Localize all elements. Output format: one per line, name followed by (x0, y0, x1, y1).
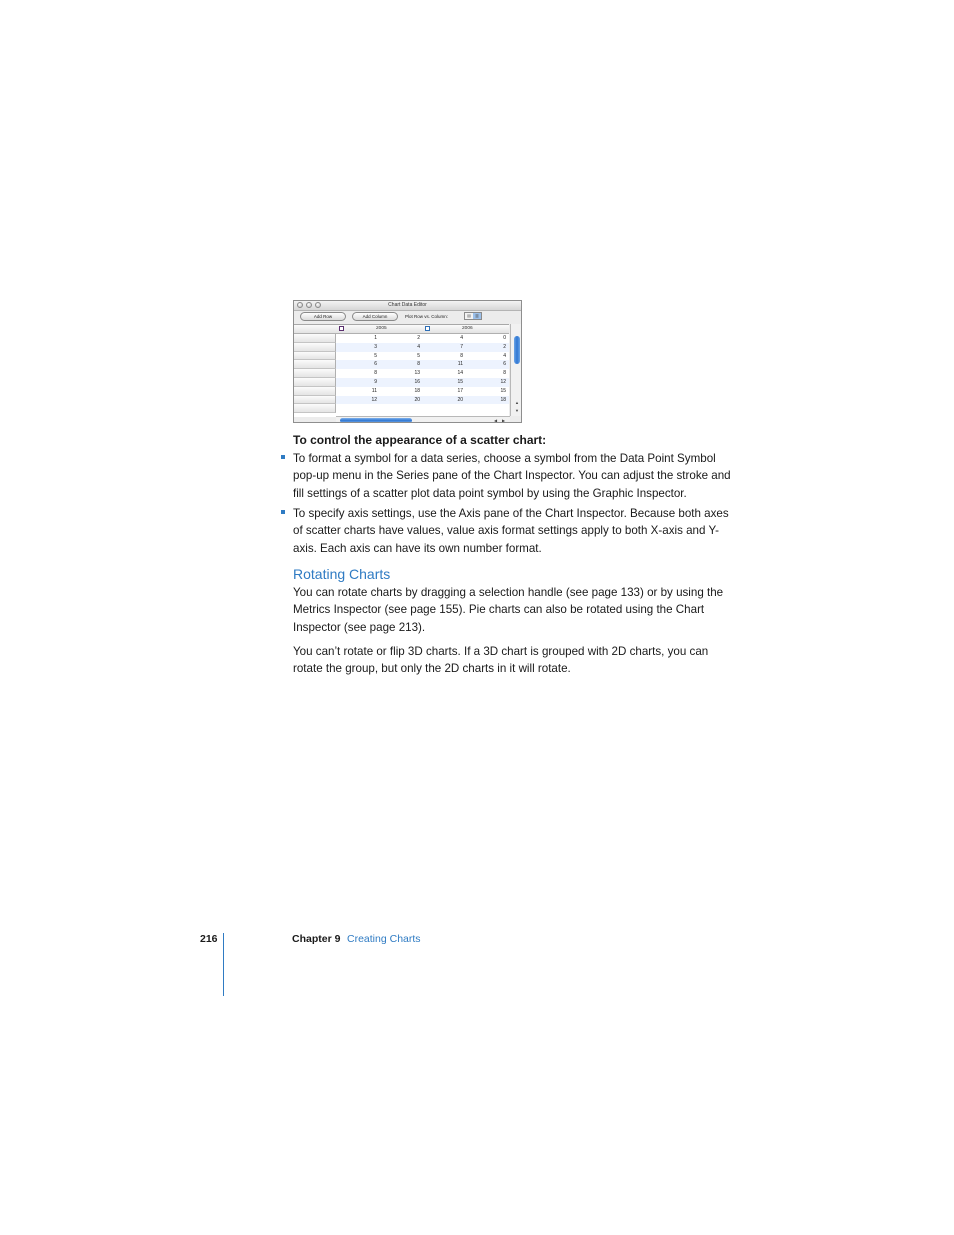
scroll-up-arrow-icon[interactable]: ▲ (515, 400, 519, 405)
scroll-left-arrow-icon[interactable]: ◀ (494, 418, 498, 423)
table-cell[interactable]: 8 (417, 361, 420, 368)
bullet-square-icon (281, 455, 285, 459)
plot-columns-segment-icon[interactable]: ▥ (473, 313, 481, 319)
series-color-swatch-icon[interactable] (339, 326, 344, 331)
column-header[interactable]: 2006 (462, 326, 473, 331)
table-cell[interactable]: 5 (374, 352, 377, 359)
table-row[interactable] (294, 343, 509, 352)
table-cell[interactable]: 20 (457, 396, 463, 403)
section-title: Rotating Charts (293, 566, 391, 582)
plot-row-column-toggle[interactable] (464, 312, 482, 320)
footer-divider (223, 933, 224, 996)
window-titlebar (294, 301, 521, 311)
horizontal-scroll-thumb[interactable] (340, 418, 412, 423)
editor-toolbar (294, 311, 521, 323)
column-header[interactable]: 2005 (376, 326, 387, 331)
table-row[interactable] (294, 404, 509, 413)
table-cell[interactable]: 11 (371, 387, 377, 394)
task-heading: To control the appearance of a scatter chart: (293, 433, 547, 447)
table-cell[interactable]: 7 (460, 343, 463, 350)
table-row[interactable] (294, 387, 509, 396)
row-header[interactable] (294, 396, 336, 405)
row-header[interactable] (294, 404, 336, 413)
plot-row-column-label: Plot Row vs. Column: (405, 314, 449, 319)
table-cell[interactable]: 8 (503, 370, 506, 377)
table-cell[interactable]: 8 (374, 370, 377, 377)
add-column-button[interactable]: Add Column (352, 312, 398, 321)
row-header[interactable] (294, 360, 336, 369)
table-cell[interactable]: 13 (414, 370, 420, 377)
bullet-square-icon (281, 510, 285, 514)
table-row[interactable] (294, 360, 509, 369)
table-cell[interactable]: 11 (457, 361, 463, 368)
table-cell[interactable]: 18 (500, 396, 506, 403)
series-color-swatch-icon[interactable] (425, 326, 430, 331)
paragraph: You can rotate charts by dragging a selection handle (see page 133) or by using the Metrics Inspector (see page 155). Pie charts can also be rotated using the Chart Inspector (see page 213). (293, 586, 724, 634)
table-cell[interactable]: 2 (417, 335, 420, 341)
table-cell[interactable]: 15 (500, 387, 506, 394)
table-row[interactable] (294, 352, 509, 361)
table-cell[interactable]: 17 (457, 387, 463, 394)
chapter-label: Chapter 9 (292, 933, 341, 945)
row-header[interactable] (294, 343, 336, 352)
row-header[interactable] (294, 378, 336, 387)
vertical-scroll-thumb[interactable] (514, 336, 520, 364)
vertical-scrollbar[interactable] (510, 324, 522, 416)
table-cell[interactable]: 6 (374, 361, 377, 368)
bullet-text: To specify axis settings, use the Axis pane of the Chart Inspector. Because both axes of scatter charts have values, value axis format settings apply to both X-axis and Y-axis. Each axis can have its own number format. (293, 507, 729, 555)
chapter-title-link[interactable]: Creating Charts (347, 933, 421, 945)
table-row[interactable] (294, 396, 509, 405)
table-cell[interactable]: 18 (414, 387, 420, 394)
table-cell[interactable]: 3 (374, 343, 377, 350)
column-header-row (294, 325, 509, 334)
page-number: 216 (200, 933, 218, 945)
horizontal-scrollbar[interactable] (336, 416, 510, 423)
row-header[interactable] (294, 387, 336, 396)
scroll-right-arrow-icon[interactable]: ▶ (502, 418, 506, 423)
table-cell[interactable]: 4 (503, 352, 506, 359)
table-cell[interactable]: 4 (417, 343, 420, 350)
data-grid[interactable] (294, 324, 509, 417)
bullet-text: To format a symbol for a data series, choose a symbol from the Data Point Symbol pop-up menu in the Series pane of the Chart Inspector. You can adjust the stroke and fill settings of a scatter plot data point symbol by using the Graphic Inspector. (293, 452, 731, 500)
table-cell[interactable]: 12 (500, 379, 506, 385)
table-row[interactable] (294, 378, 509, 387)
row-header[interactable] (294, 369, 336, 378)
table-cell[interactable]: 0 (503, 335, 506, 341)
table-cell[interactable]: 15 (457, 379, 463, 385)
table-row[interactable] (294, 334, 509, 343)
window-title: Chart Data Editor (388, 302, 427, 308)
table-cell[interactable]: 2 (503, 343, 506, 350)
table-cell[interactable]: 1 (374, 335, 377, 341)
row-header[interactable] (294, 334, 336, 343)
table-cell[interactable]: 4 (460, 335, 463, 341)
table-row[interactable] (294, 369, 509, 378)
table-cell[interactable]: 8 (460, 352, 463, 359)
table-cell[interactable]: 9 (374, 379, 377, 385)
table-cell[interactable]: 20 (414, 396, 420, 403)
table-cell[interactable]: 12 (371, 396, 377, 403)
table-cell[interactable]: 14 (457, 370, 463, 377)
add-row-button[interactable]: Add Row (300, 312, 346, 321)
chart-data-editor-window (293, 300, 522, 423)
table-cell[interactable]: 6 (503, 361, 506, 368)
paragraph: You can’t rotate or flip 3D charts. If a 3D chart is grouped with 2D charts, you can rotate the group, but only the 2D charts in it will rotate. (293, 645, 709, 676)
table-cell[interactable]: 16 (414, 379, 420, 385)
row-header[interactable] (294, 352, 336, 361)
table-cell[interactable]: 5 (417, 352, 420, 359)
scroll-down-arrow-icon[interactable]: ▼ (515, 408, 519, 413)
plot-rows-segment-icon[interactable]: ▤ (467, 313, 471, 318)
